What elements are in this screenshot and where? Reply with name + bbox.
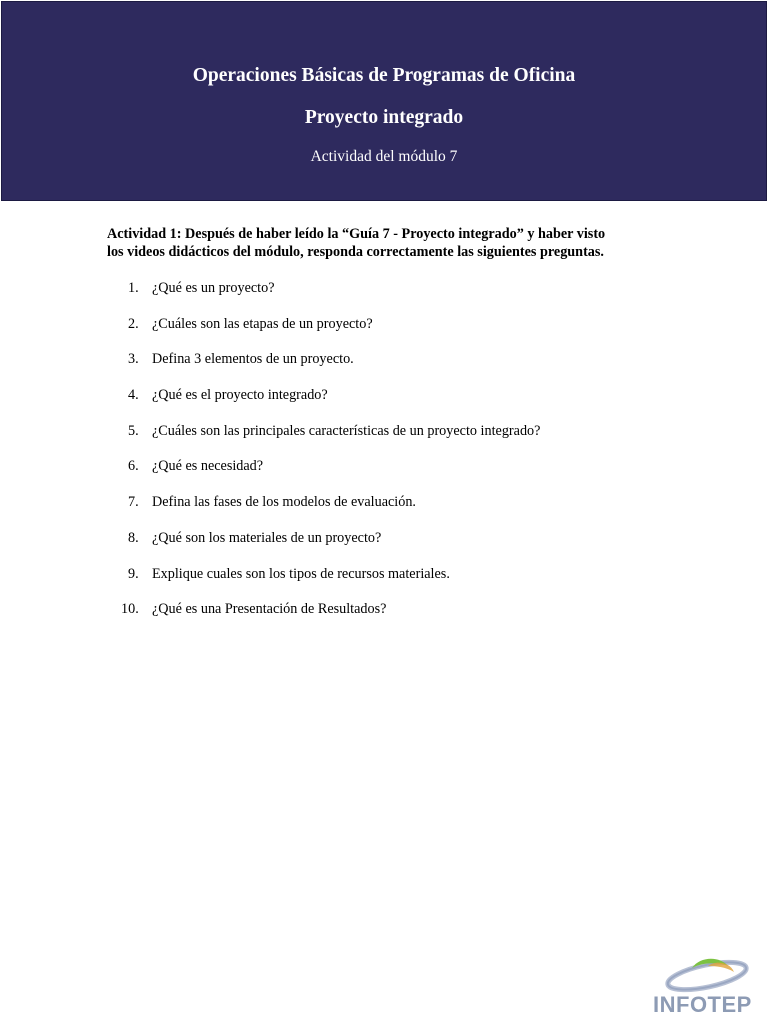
question-number: 9. — [128, 565, 139, 582]
question-text: Defina las fases de los modelos de evaluación. — [152, 494, 416, 511]
question-text: ¿Qué son los materiales de un proyecto? — [152, 529, 382, 546]
document-header — [1, 1, 767, 201]
question-item — [107, 456, 667, 492]
question-number: 5. — [128, 422, 139, 439]
question-number: 2. — [128, 315, 139, 332]
question-text: ¿Cuáles son las principales características de un proyecto integrado? — [152, 422, 541, 439]
infotep-logo-text: INFOTEP — [653, 992, 752, 1017]
document-title: Operaciones Básicas de Programas de Oficina — [192, 65, 576, 86]
question-list — [107, 278, 667, 635]
question-number: 1. — [128, 280, 139, 296]
question-item — [107, 564, 667, 600]
question-text: ¿Qué es necesidad? — [152, 458, 264, 475]
activity-instructions — [107, 225, 667, 261]
question-number: 4. — [128, 387, 139, 404]
question-item — [107, 314, 667, 350]
question-item — [107, 528, 667, 564]
instructions-line-1: Actividad 1: Después de haber leído la “Guía 7 - Proyecto integrado” y haber visto — [107, 226, 606, 242]
question-item — [107, 349, 667, 385]
question-text: Defina 3 elementos de un proyecto. — [152, 351, 354, 368]
question-number: 8. — [128, 529, 139, 546]
question-number: 6. — [128, 458, 139, 475]
document-subtitle: Proyecto integrado — [304, 107, 464, 128]
question-text: ¿Qué es una Presentación de Resultados? — [152, 601, 387, 618]
question-item — [107, 421, 667, 457]
instructions-line-2: los videos didácticos del módulo, responda correctamente las siguientes preguntas. — [107, 244, 604, 260]
question-text: ¿Qué es el proyecto integrado? — [152, 387, 328, 404]
question-text: Explique cuales son los tipos de recursos materiales. — [152, 565, 450, 582]
question-item — [107, 599, 667, 635]
question-item — [107, 278, 667, 314]
question-item — [107, 385, 667, 421]
question-number: 10. — [121, 601, 139, 618]
question-text: ¿Qué es un proyecto? — [152, 280, 275, 296]
question-text: ¿Cuáles son las etapas de un proyecto? — [152, 315, 373, 332]
question-number: 3. — [128, 351, 139, 368]
activity-label: Actividad del módulo 7 — [310, 148, 458, 165]
question-number: 7. — [128, 494, 139, 511]
question-item — [107, 492, 667, 528]
